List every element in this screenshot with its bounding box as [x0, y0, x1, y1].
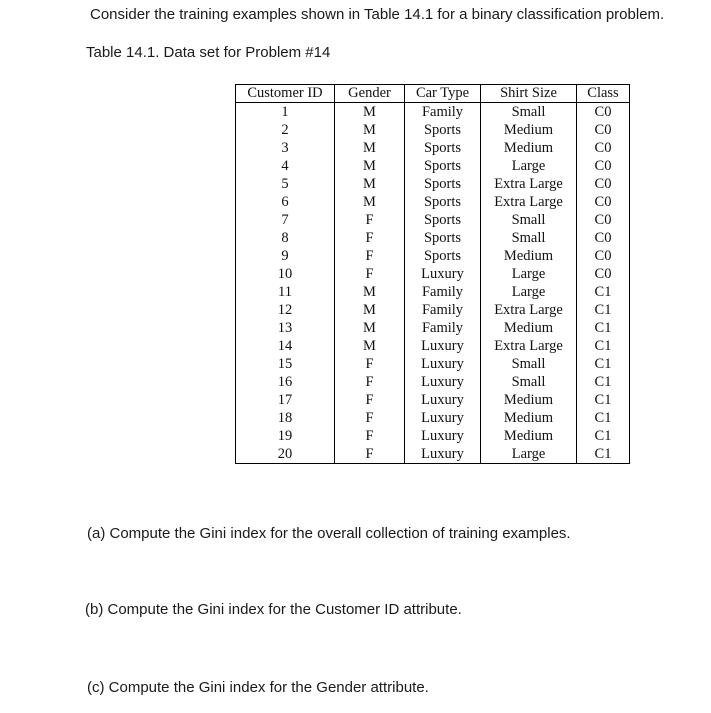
cell-shirt-size: Small [481, 355, 577, 373]
cell-class: C0 [594, 194, 612, 210]
table-row [236, 121, 630, 139]
table-row [236, 175, 630, 193]
table-row [236, 139, 630, 157]
cell-customer-id: 20 [236, 445, 335, 464]
cell-gender: M [335, 337, 405, 355]
cell-class: C0 [594, 230, 612, 246]
cell-car-type: Luxury [405, 373, 481, 391]
cell-customer-id: 15 [236, 355, 335, 373]
cell-shirt-size: Large [481, 265, 577, 283]
cell-class: C1 [594, 356, 612, 372]
table-row [236, 157, 630, 175]
cell-gender: F [335, 445, 405, 464]
cell-gender: M [335, 139, 405, 157]
cell-shirt-size: Extra Large [481, 193, 577, 211]
table-row [236, 265, 630, 283]
cell-customer-id: 18 [236, 409, 335, 427]
cell-car-type: Family [405, 283, 481, 301]
cell-car-type: Luxury [405, 355, 481, 373]
cell-car-type: Sports [405, 121, 481, 139]
header-car-type: Car Type [405, 85, 481, 103]
cell-car-type: Family [405, 319, 481, 337]
cell-customer-id: 4 [236, 157, 335, 175]
cell-car-type: Family [405, 301, 481, 319]
cell-shirt-size: Large [481, 157, 577, 175]
table-row [236, 337, 630, 355]
cell-customer-id: 17 [236, 391, 335, 409]
cell-car-type: Luxury [405, 409, 481, 427]
table-row [236, 427, 630, 445]
table-row [236, 193, 630, 211]
cell-gender: M [335, 301, 405, 319]
cell-gender: F [335, 211, 405, 229]
cell-gender: F [335, 373, 405, 391]
cell-class: C1 [594, 284, 612, 300]
cell-customer-id: 3 [236, 139, 335, 157]
cell-customer-id: 11 [236, 283, 335, 301]
cell-shirt-size: Extra Large [481, 301, 577, 319]
cell-gender: F [335, 355, 405, 373]
cell-customer-id: 16 [236, 373, 335, 391]
cell-customer-id: 10 [236, 265, 335, 283]
table-row [236, 319, 630, 337]
data-table [235, 84, 630, 464]
cell-customer-id: 6 [236, 193, 335, 211]
header-class: Class [577, 85, 630, 103]
cell-gender: M [335, 103, 405, 122]
cell-shirt-size: Extra Large [481, 175, 577, 193]
cell-shirt-size: Medium [481, 247, 577, 265]
cell-shirt-size: Medium [481, 409, 577, 427]
cell-shirt-size: Small [481, 373, 577, 391]
cell-customer-id: 1 [236, 103, 335, 122]
cell-car-type: Sports [405, 247, 481, 265]
table-caption: Table 14.1. Data set for Problem #14 [86, 44, 331, 61]
cell-gender: M [335, 157, 405, 175]
cell-class: C0 [594, 104, 612, 120]
cell-gender: M [335, 121, 405, 139]
table-row [236, 283, 630, 301]
cell-class: C1 [594, 410, 612, 426]
cell-class: C0 [594, 266, 612, 282]
cell-customer-id: 12 [236, 301, 335, 319]
cell-car-type: Sports [405, 175, 481, 193]
cell-shirt-size: Medium [481, 139, 577, 157]
cell-shirt-size: Extra Large [481, 337, 577, 355]
table-row [236, 229, 630, 247]
cell-class: C1 [594, 320, 612, 336]
cell-gender: F [335, 391, 405, 409]
cell-customer-id: 13 [236, 319, 335, 337]
table-body [236, 103, 630, 464]
cell-shirt-size: Large [481, 283, 577, 301]
question-b: (b) Compute the Gini index for the Customer ID attribute. [85, 601, 462, 618]
cell-customer-id: 9 [236, 247, 335, 265]
table-row [236, 445, 630, 464]
cell-class: C0 [594, 122, 612, 138]
cell-class: C1 [594, 302, 612, 318]
cell-customer-id: 2 [236, 121, 335, 139]
cell-gender: F [335, 229, 405, 247]
cell-car-type: Sports [405, 157, 481, 175]
cell-gender: M [335, 175, 405, 193]
cell-car-type: Family [405, 103, 481, 122]
cell-gender: F [335, 409, 405, 427]
cell-gender: F [335, 247, 405, 265]
cell-shirt-size: Large [481, 445, 577, 464]
cell-gender: F [335, 265, 405, 283]
cell-class: C0 [594, 248, 612, 264]
cell-class: C1 [594, 338, 612, 354]
cell-car-type: Sports [405, 211, 481, 229]
cell-car-type: Sports [405, 229, 481, 247]
cell-car-type: Luxury [405, 391, 481, 409]
header-customer-id: Customer ID [236, 85, 335, 103]
cell-class: C1 [594, 374, 612, 390]
table-row [236, 373, 630, 391]
table-row [236, 103, 630, 122]
cell-customer-id: 7 [236, 211, 335, 229]
cell-car-type: Sports [405, 139, 481, 157]
cell-car-type: Luxury [405, 427, 481, 445]
cell-shirt-size: Medium [481, 427, 577, 445]
cell-shirt-size: Medium [481, 319, 577, 337]
problem-intro: Consider the training examples shown in Table 14.1 for a binary classification problem. [90, 6, 665, 23]
cell-gender: M [335, 319, 405, 337]
header-gender: Gender [335, 85, 405, 103]
cell-class: C0 [594, 140, 612, 156]
cell-customer-id: 5 [236, 175, 335, 193]
cell-shirt-size: Small [481, 229, 577, 247]
cell-class: C0 [594, 212, 612, 228]
table-row [236, 409, 630, 427]
cell-gender: M [335, 283, 405, 301]
table-header-row [236, 85, 630, 103]
cell-shirt-size: Medium [481, 391, 577, 409]
cell-class: C1 [594, 428, 612, 444]
cell-customer-id: 19 [236, 427, 335, 445]
table-row [236, 301, 630, 319]
cell-gender: M [335, 193, 405, 211]
cell-customer-id: 14 [236, 337, 335, 355]
question-c: (c) Compute the Gini index for the Gender attribute. [87, 679, 429, 696]
cell-car-type: Luxury [405, 337, 481, 355]
cell-customer-id: 8 [236, 229, 335, 247]
cell-class: C1 [594, 446, 612, 462]
cell-class: C0 [594, 158, 612, 174]
question-a: (a) Compute the Gini index for the overall collection of training examples. [87, 525, 571, 542]
cell-class: C1 [594, 392, 612, 408]
table-row [236, 247, 630, 265]
cell-car-type: Luxury [405, 265, 481, 283]
table-row [236, 355, 630, 373]
cell-car-type: Luxury [405, 445, 481, 464]
table-row [236, 391, 630, 409]
cell-class: C0 [594, 176, 612, 192]
cell-shirt-size: Small [481, 211, 577, 229]
header-shirt-size: Shirt Size [481, 85, 577, 103]
cell-shirt-size: Medium [481, 121, 577, 139]
cell-gender: F [335, 427, 405, 445]
table-row [236, 211, 630, 229]
cell-shirt-size: Small [481, 103, 577, 122]
cell-car-type: Sports [405, 193, 481, 211]
